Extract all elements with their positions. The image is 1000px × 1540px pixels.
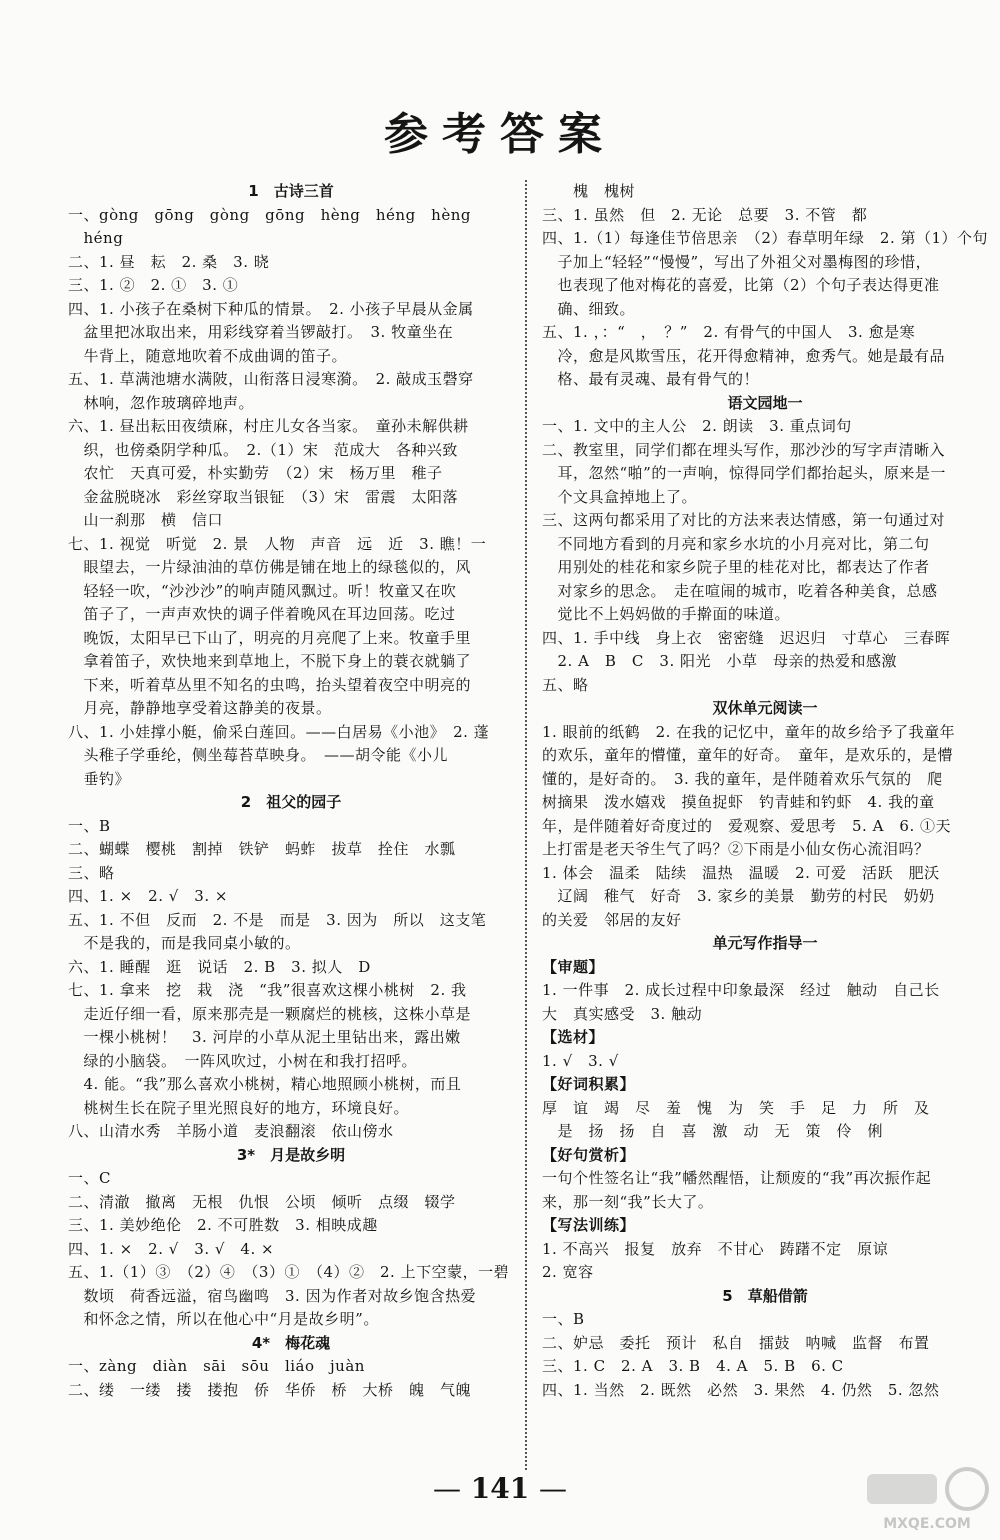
answer-line: 二、1. 昼 耘 2. 桑 3. 晓 [68,252,270,271]
answer-line: 【好词积累】 [542,1075,636,1093]
answer-line: 懂的，是好奇的。 3. 我的童年，是伴随着欢乐气氛的 爬 [542,769,943,788]
answer-line: 走近仔细一看，原来那壳是一颗腐烂的桃核，这株小草是 [68,1004,472,1023]
answer-line: 觉比不上妈妈做的手擀面的味道。 [542,605,791,623]
answer-line: 一、zàng diàn sāi sōu liáo juàn [68,1357,365,1375]
answer-line: 1. 不高兴 报复 放弃 不甘心 踌躇不定 原谅 [542,1239,889,1258]
answer-line: 槐 槐树 [542,182,636,200]
section-heading: 5 草船借箭 [722,1286,808,1305]
answer-line: 五、1. 不但 反而 2. 不是 而是 3. 因为 所以 这支笔 [68,910,487,929]
answer-line: 盆里把冰取出来，用彩线穿着当锣敲打。 3. 牧童坐在 [68,323,454,341]
answer-line: 八、1. 小娃撑小艇，偷采白莲回。——白居易《小池》 2. 蓬 [68,722,490,741]
answer-line: 垂钓》 [68,769,131,788]
answer-line: 二、缕 一缕 搂 搂抱 侨 华侨 桥 大桥 魄 气魄 [68,1380,472,1399]
page-title: 参考答案 [384,109,616,160]
answer-line: 冷，愈是风欺雪压，花开得愈精神，愈秀气。她是最有品 [542,346,946,365]
answer-line: 树摘果 泼水嬉戏 摸鱼捉虾 钓青蛙和钓虾 4. 我的童 [542,793,935,811]
answer-line: 1. 体会 温柔 陆续 温热 温暖 2. 可爱 活跃 肥沃 [542,863,940,882]
answer-line: 的欢乐，童年的懵懂，童年的好奇。 童年，是欢乐的，是懵 [542,746,954,764]
page-number-dash-left: — [433,1472,462,1505]
answer-line: 一、B [542,1310,585,1328]
answer-line: 厚 谊 竭 尽 羞 愧 为 笑 手 足 力 所 及 [542,1098,930,1117]
answer-line: 2. A B C 3. 阳光 小草 母亲的热爱和感激 [542,652,897,670]
answer-line: 一、C [68,1169,111,1187]
section-heading: 4* 梅花魂 [251,1333,331,1352]
answer-line: 的关爱 邻居的友好 [542,910,682,929]
answer-line: 拿着笛子，欢快地来到草地上，不脱下身上的蓑衣就躺了 [68,652,472,670]
answer-line: 子加上“轻轻”“慢慢”，写出了外祖父对墨梅图的珍惜， [542,252,932,271]
answer-line: 大 真实感受 3. 触动 [542,1004,703,1023]
section-heading: 单元写作指导一 [712,934,818,952]
answer-line: 1. 一件事 2. 成长过程中印象最深 经过 触动 自己长 [542,981,940,999]
answer-line: 2. 宽容 [542,1263,594,1281]
section-heading: 2 祖父的园子 [240,793,342,811]
answer-line: 七、1. 拿来 挖 栽 浇 “我”很喜欢这棵小桃树 2. 我 [68,981,467,999]
answer-line: 四、1. 当然 2. 既然 必然 3. 果然 4. 仍然 5. 忽然 [542,1380,940,1399]
watermark-text: MXQE.COM [883,1516,971,1532]
answer-line: 八、山清水秀 羊肠小道 麦浪翻滚 依山傍水 [68,1122,394,1140]
answer-line: 五、1.（1）③ （2）④ （3）① （4）② 2. 上下空蒙，一碧 [68,1263,510,1281]
answer-line: 上打雷是老天爷生气了吗？②下雨是小仙女伤心流泪吗？ [542,840,930,858]
right-column [542,180,988,1402]
answer-line: 一、gòng gōng gòng gōng hèng héng hèng [68,205,471,224]
page-number-dash-right: — [538,1472,567,1505]
answer-line: 桃树生长在院子里光照良好的地方，环境良好。 [68,1098,410,1117]
answer-line: 一棵小桃树！ 3. 河岸的小草从泥土里钻出来，露出嫩 [68,1028,461,1046]
answer-line: 月亮，静静地享受着这静美的夜景。 [68,699,332,717]
answer-line: 笛子了，一声声欢快的调子伴着晚风在耳边回荡。吃过 [68,605,456,623]
answer-line: 二、清澈 撤离 无根 仇恨 公顷 倾听 点缀 辍学 [68,1192,456,1211]
answer-line: 农忙 天真可爱，朴实勤劳 （2）宋 杨万里 稚子 [68,464,443,482]
answer-line: 三、1. C 2. A 3. B 4. A 5. B 6. C [542,1357,844,1375]
answer-line: 织，也傍桑阴学种瓜。 2.（1）宋 范成大 各种兴致 [68,440,458,459]
answer-line: 金盆脱晓冰 彩丝穿取当银钲 （3）宋 雷震 太阳落 [68,487,459,506]
answer-line: 四、1.（1）每逢佳节倍思亲 （2）春草明年绿 2. 第（1）个句 [542,229,989,247]
answer-line: 一、1. 文中的主人公 2. 朗读 3. 重点词句 [542,417,852,435]
answer-line: 三、1. 虽然 但 2. 无论 总要 3. 不管 都 [542,205,868,224]
answer-line: 林响，忽作玻璃碎地声。 [68,393,255,412]
answer-line: 1. 眼前的纸鹤 2. 在我的记忆中，童年的故乡给予了我童年 [542,722,956,741]
answer-line: 年，是伴随着好奇度过的 爱观察、爱思考 5. A 6. ①天 [542,816,951,835]
answer-line: 六、1. 昼出耘田夜绩麻，村庄儿女各当家。 童孙未解供耕 [68,417,469,435]
section-heading: 双休单元阅读一 [712,699,818,717]
page-number [0,1472,1000,1505]
answer-line: 下来，听着草丛里不知名的虫鸣，抬头望着夜空中明亮的 [68,675,472,694]
left-column [68,180,514,1402]
answer-line: 也表现了他对梅花的喜爱，比第（2）个句子表达得更准 [542,276,940,294]
answer-line: 4. 能。“我”那么喜欢小桃树，精心地照顾小桃树，而且 [68,1075,462,1093]
answer-line: 三、1. ② 2. ① 3. ① [68,276,239,294]
answer-line: 头稚子学垂纶，侧坐莓苔草映身。 ——胡令能《小儿 [68,746,449,764]
answer-line: 确、细致。 [542,299,636,318]
answer-line: 四、1. 手中线 身上衣 密密缝 迟迟归 寸草心 三春晖 [542,628,951,647]
watermark-logo-icon [862,1464,992,1514]
answer-line: 个文具盒掉地上了。 [542,487,698,506]
answer-line: 耳，忽然“啪”的一声响，惊得同学们都抬起头，原来是一 [542,464,946,482]
answer-line: 四、1. × 2. √ 3. × [68,887,228,905]
answer-line: 三、1. 美妙绝伦 2. 不可胜数 3. 相映成趣 [68,1216,378,1234]
section-heading: 1 古诗三首 [248,182,334,200]
answer-line: 【选材】 [542,1028,605,1046]
section-heading: 语文园地一 [727,393,803,412]
answer-line: 格、最有灵魂、最有骨气的！ [542,370,760,388]
answer-line: 三、略 [68,863,115,882]
answer-line: 来，那一刻“我”长大了。 [542,1192,714,1211]
column-divider [525,180,527,1470]
answer-line: 牛背上，随意地吹着不成曲调的笛子。 [68,346,348,365]
answer-line: 二、蝴蝶 樱桃 割掉 铁铲 蚂蚱 拔草 拴住 水瓢 [68,840,456,858]
answer-line: 晚饭，太阳早已下山了，明亮的月亮爬了上来。牧童手里 [68,628,472,647]
answer-line: 七、1. 视觉 听觉 2. 景 人物 声音 远 近 3. 瞧！一 [68,534,487,553]
answer-line: 不是我的，而是我同桌小敏的。 [68,934,301,952]
answer-line: 五、1. ，：“ ， ？” 2. 有骨气的中国人 3. 愈是寒 [542,323,916,341]
answer-line: 不同地方看到的月亮和家乡水坑的小月亮对比，第二句 [542,534,930,553]
watermark [862,1464,992,1532]
answer-line: 辽阔 稚气 好奇 3. 家乡的美景 勤劳的村民 奶奶 [542,887,935,905]
answer-line: 和怀念之情，所以在他心中“月是故乡明”。 [68,1310,379,1328]
answer-line: 一句个性签名让“我”幡然醒悟，让颓废的“我”再次振作起 [542,1169,932,1187]
answer-line: 二、妒忌 委托 预计 私自 擂鼓 呐喊 监督 布置 [542,1333,930,1352]
answer-line: 用别处的桂花和家乡院子里的桂花对比，都表达了作者 [542,558,930,576]
answer-line: 绿的小脑袋。 一阵风吹过，小树在和我打招呼。 [68,1051,418,1070]
answer-line: 眼望去，一片绿油油的草仿佛是铺在地上的绿毯似的，风 [68,558,472,576]
answer-line: 五、1. 草满池塘水满陂，山衔落日浸寒漪。 2. 敲成玉磬穿 [68,370,474,388]
answer-line: 【好句赏析】 [542,1145,636,1164]
answer-line: 山一刹那 横 信口 [68,511,224,529]
answer-line: 1. √ 3. √ [542,1051,619,1070]
answer-line: 四、1. 小孩子在桑树下种瓜的情景。 2. 小孩子早晨从金属 [68,299,474,318]
page-number-value: 141 [470,1472,530,1505]
answer-line: héng [68,229,124,247]
answer-line: 五、略 [542,675,589,694]
answer-line: 三、这两句都采用了对比的方法来表达情感，第一句通过对 [542,511,946,529]
answer-line: 轻轻一吹，“沙沙沙”的响声随风飘过。听！牧童又在吹 [68,581,457,600]
section-heading: 3* 月是故乡明 [236,1145,346,1164]
answer-line: 六、1. 睡醒 逛 说话 2. B 3. 拟人 D [68,957,371,976]
answer-line: 【写法训练】 [542,1216,636,1234]
answer-line: 对家乡的思念。 走在喧闹的城市，吃着各种美食，总感 [542,581,938,600]
answer-line: 二、教室里，同学们都在埋头写作，那沙沙的写字声清晰入 [542,440,946,459]
answer-line: 数顷 荷香远溢，宿鸟幽鸣 3. 因为作者对故乡饱含热爱 [68,1286,477,1305]
answer-line: 一、B [68,816,111,835]
answer-line: 是 扬 扬 自 喜 激 动 无 策 伶 俐 [542,1122,884,1140]
answer-line: 【审题】 [542,957,605,976]
answer-line: 四、1. × 2. √ 3. √ 4. × [68,1239,275,1258]
